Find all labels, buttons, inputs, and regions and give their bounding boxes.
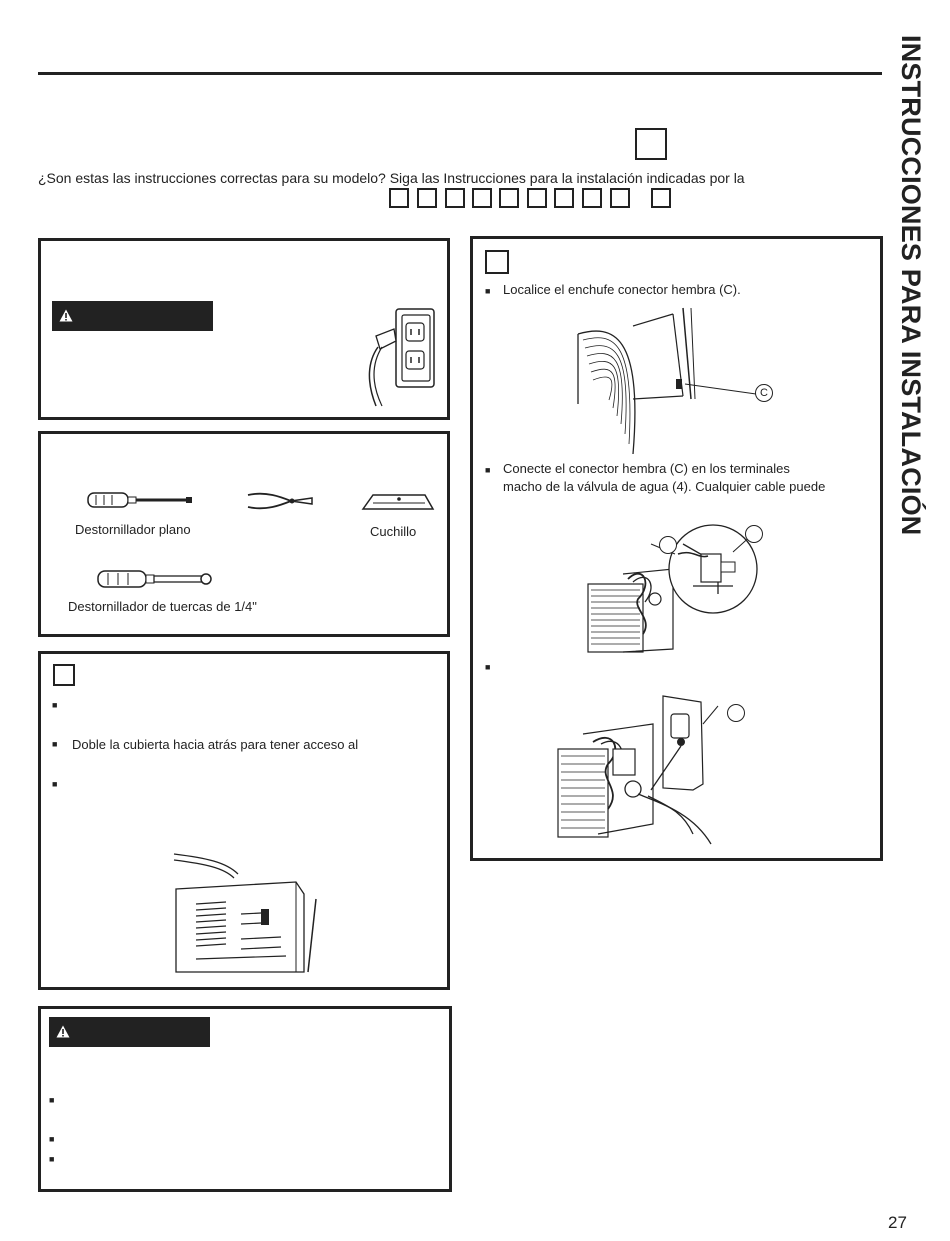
electrical-warning-box xyxy=(38,238,450,420)
nut-driver-icon xyxy=(96,567,216,591)
callout-circle xyxy=(727,704,745,722)
header-rule xyxy=(38,72,882,75)
model-code-boxes xyxy=(389,188,689,210)
valve-connection-illustration xyxy=(583,524,783,654)
step-cover-box xyxy=(38,651,450,990)
warning-banner xyxy=(49,1017,210,1047)
bullet-icon: ■ xyxy=(485,465,491,475)
ground-wire-illustration xyxy=(553,694,753,849)
bullet-icon: ■ xyxy=(52,779,58,789)
step-left-bullet-2: Doble la cubierta hacia atrás para tener acceso al xyxy=(72,737,359,752)
step-number-box xyxy=(485,250,509,274)
model-letter-box xyxy=(635,128,667,160)
model-code-box xyxy=(499,188,519,208)
outlet-plug-icon xyxy=(346,301,441,411)
bullet-icon: ■ xyxy=(485,286,491,296)
tool-label-flat-screwdriver: Destornillador plano xyxy=(75,522,191,537)
step-right-bullet-2-cont: macho de la válvula de agua (4). Cualquier cable puede xyxy=(503,479,826,494)
model-code-box xyxy=(445,188,465,208)
pliers-icon xyxy=(246,489,316,513)
warning-triangle-icon xyxy=(59,309,73,322)
intro-text: ¿Son estas las instrucciones correctas para su modelo? Siga las Instrucciones para la instalación indicadas por la xyxy=(38,170,745,186)
utility-knife-icon xyxy=(359,489,437,515)
tool-label-nut-driver: Destornillador de tuercas de 1/4" xyxy=(68,599,257,614)
connector-location-illustration xyxy=(573,304,783,454)
callout-circle xyxy=(745,525,763,543)
callout-circle xyxy=(659,536,677,554)
section-sidebar xyxy=(895,35,935,635)
warning-triangle-icon xyxy=(56,1025,70,1038)
model-code-box xyxy=(389,188,409,208)
callout-c: C xyxy=(755,384,773,402)
model-code-box xyxy=(527,188,547,208)
model-code-box xyxy=(582,188,602,208)
step-connector-box xyxy=(470,236,883,861)
tool-label-knife: Cuchillo xyxy=(370,524,417,539)
model-code-box xyxy=(554,188,574,208)
bullet-icon: ■ xyxy=(485,662,491,672)
page-number: 27 xyxy=(888,1213,907,1232)
step-number-box xyxy=(53,664,75,686)
model-code-box xyxy=(417,188,437,208)
flat-screwdriver-icon xyxy=(86,489,196,511)
bullet-icon: ■ xyxy=(49,1154,55,1164)
model-code-box xyxy=(610,188,630,208)
model-code-box xyxy=(472,188,492,208)
bullet-icon: ■ xyxy=(52,739,58,749)
sidebar-title: INSTRUCCIONES PARA INSTALACIÓN xyxy=(896,35,926,536)
model-code-box xyxy=(651,188,671,208)
bullet-icon: ■ xyxy=(52,700,58,710)
bullet-icon: ■ xyxy=(49,1095,55,1105)
step-right-bullet-1: Localice el enchufe conector hembra (C). xyxy=(503,282,741,297)
step-right-bullet-2: Conecte el conector hembra (C) en los terminales xyxy=(503,461,790,476)
caution-box xyxy=(38,1006,452,1192)
tools-box xyxy=(38,431,450,637)
warning-banner xyxy=(52,301,213,331)
cover-illustration xyxy=(166,844,326,974)
bullet-icon: ■ xyxy=(49,1134,55,1144)
